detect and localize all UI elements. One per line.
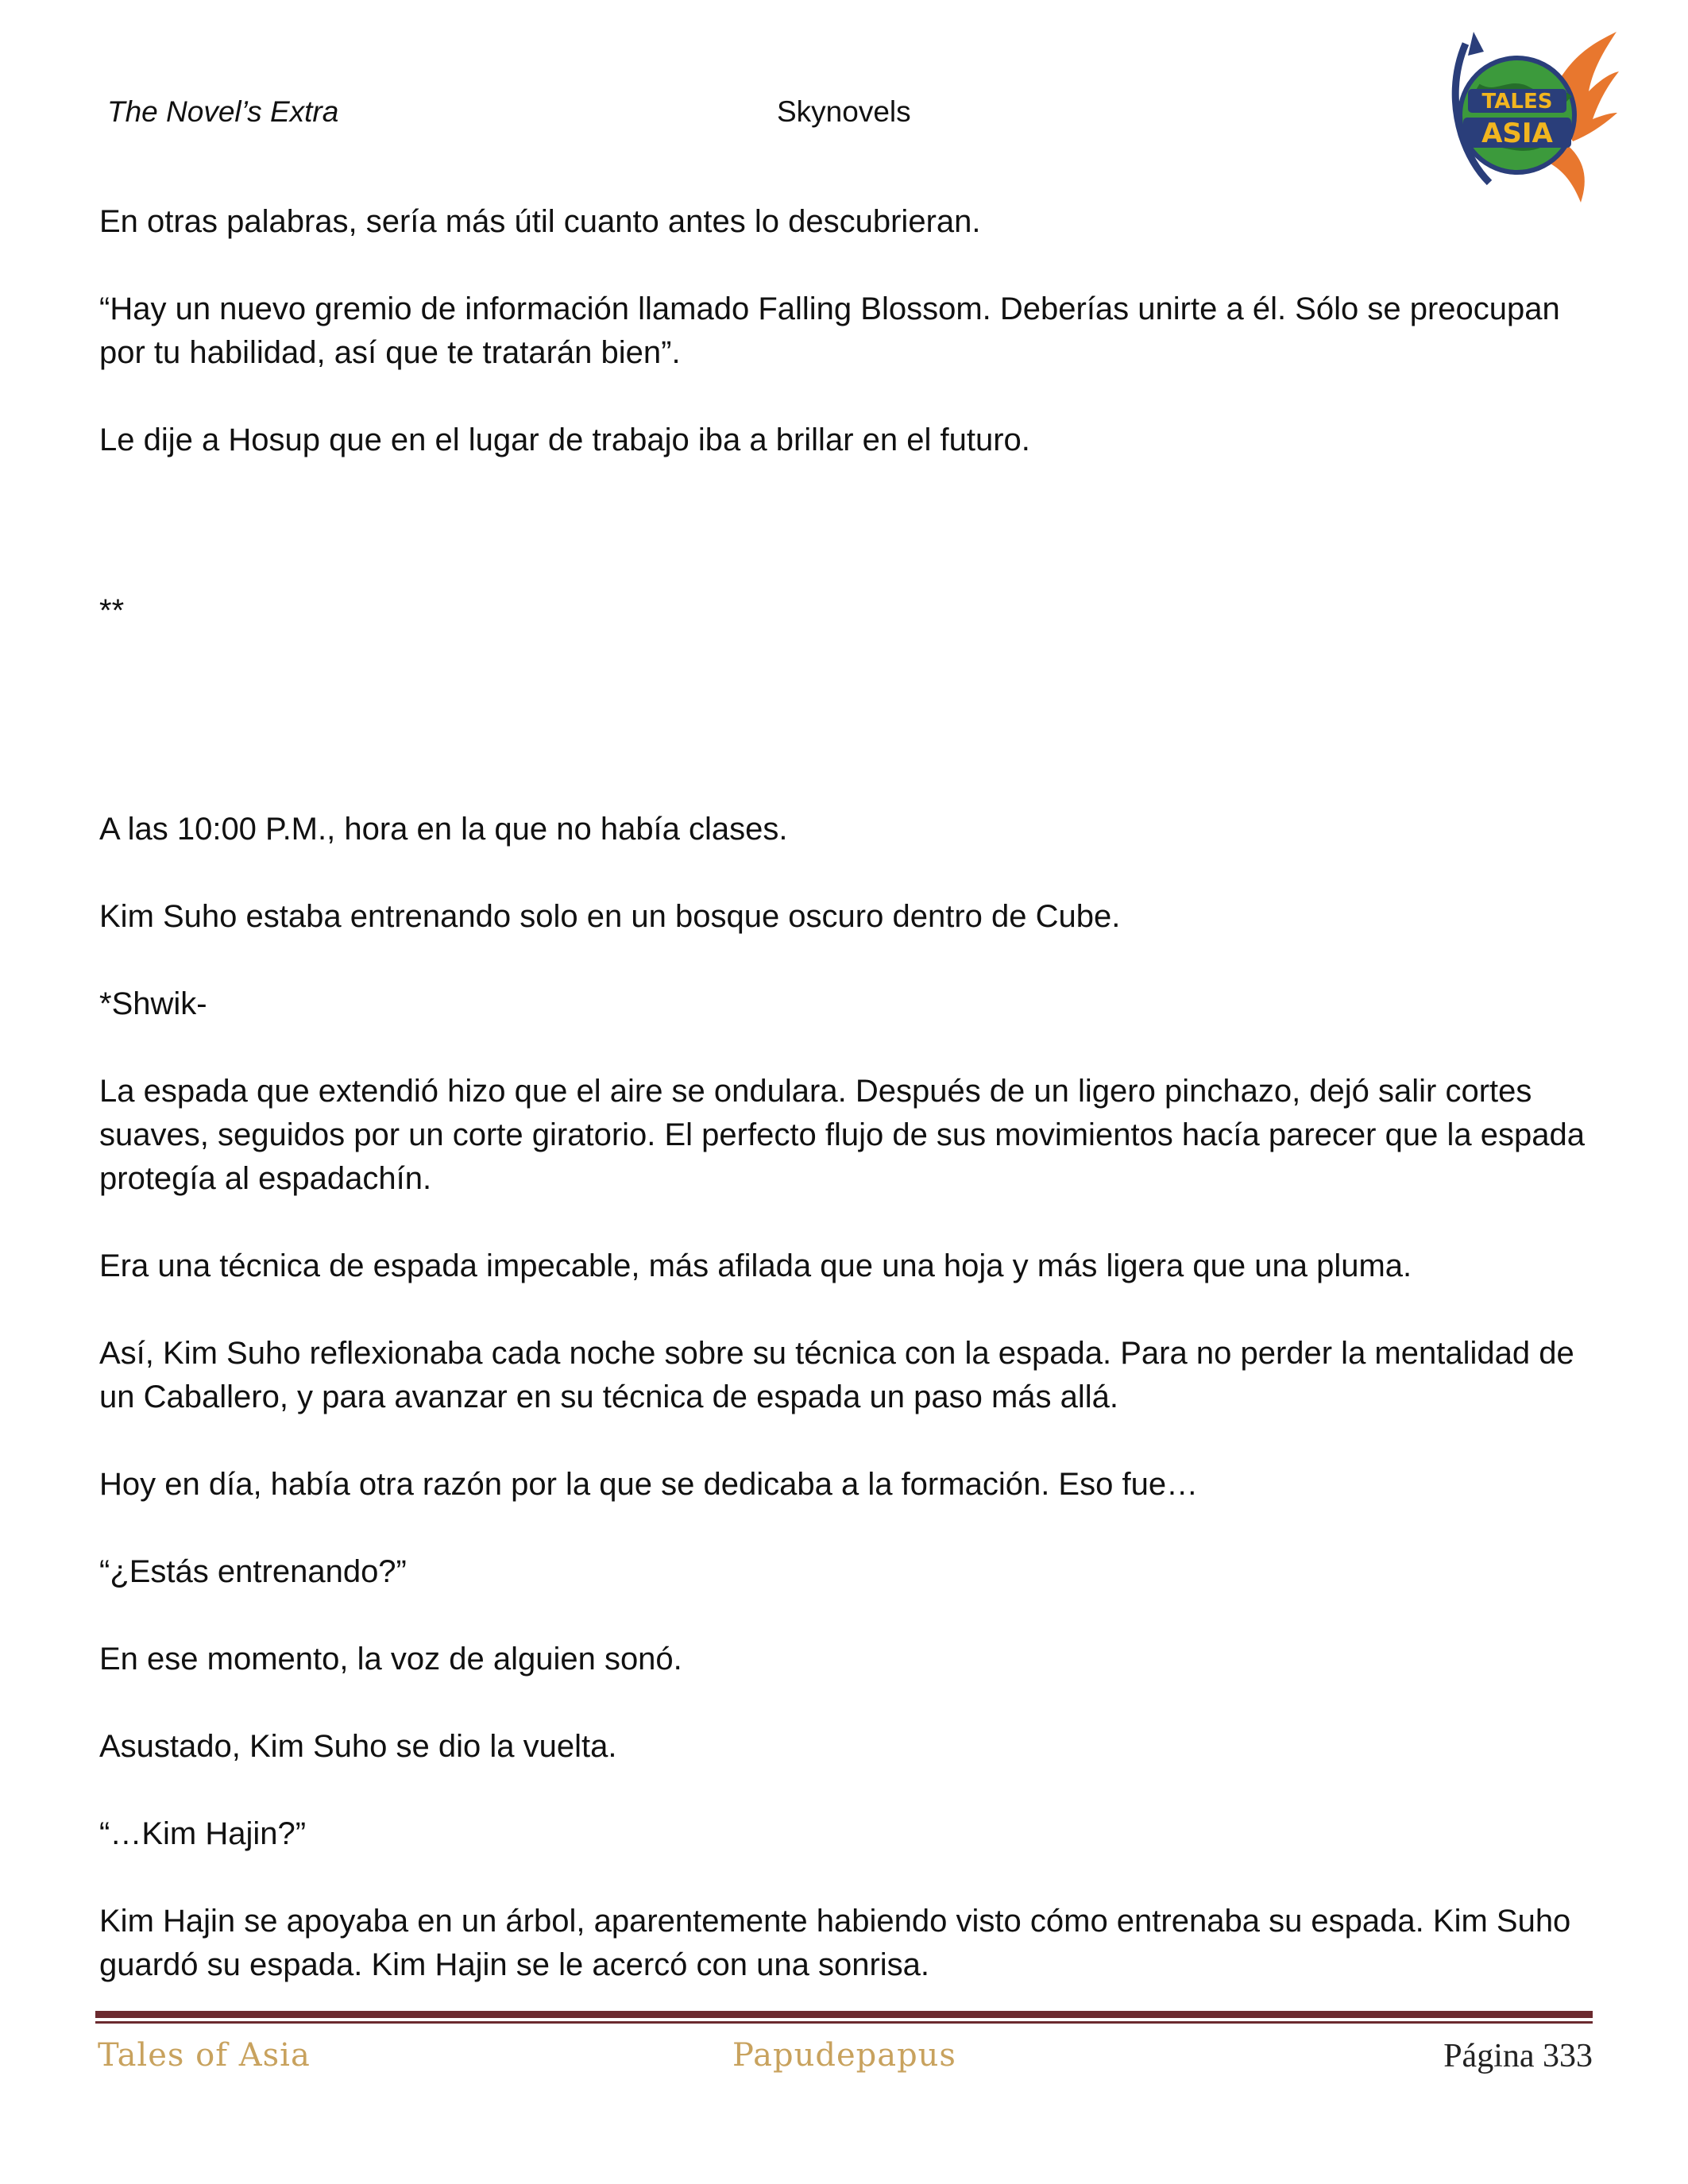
scene-separator: ** bbox=[99, 593, 125, 628]
paragraph: “…Kim Hajin?” bbox=[99, 1816, 307, 1851]
footer-rule-thin bbox=[95, 2021, 1593, 2024]
footer-rule bbox=[95, 2011, 1593, 2018]
footer-translator: Papudepapus bbox=[732, 2037, 956, 2074]
page-number: Página 333 bbox=[1443, 2038, 1593, 2074]
paragraph: “¿Estás entrenando?” bbox=[99, 1554, 407, 1589]
paragraph: *Shwik- bbox=[99, 986, 207, 1021]
paragraph: A las 10:00 P.M., hora en la que no había clases. bbox=[99, 812, 788, 847]
paragraph: Asustado, Kim Suho se dio la vuelta. bbox=[99, 1729, 617, 1764]
tales-of-asia-logo bbox=[1430, 24, 1620, 206]
footer-brand: Tales of Asia bbox=[98, 2037, 311, 2074]
paragraph: La espada que extendió hizo que el aire se ondulara. Después de un ligero pinchazo, dejó salir cortes suaves, seguidos por un corte giratorio. El perfecto flujo de sus movimientos hacía parecer que la espada protegía al espadachín. bbox=[99, 1074, 1585, 1196]
paragraph: Kim Hajin se apoyaba en un árbol, aparentemente habiendo visto cómo entrenaba su espada. Kim Suho guardó su espada. Kim Hajin se le acercó con una sonrisa. bbox=[99, 1904, 1571, 1982]
chapter-body bbox=[99, 200, 1593, 2031]
logo-text-asia: ASIA bbox=[1481, 118, 1553, 149]
logo-text-tales: TALES bbox=[1481, 90, 1553, 114]
paragraph: Kim Suho estaba entrenando solo en un bosque oscuro dentro de Cube. bbox=[99, 899, 1121, 934]
paragraph: En otras palabras, sería más útil cuanto antes lo descubrieran. bbox=[99, 204, 981, 239]
header-novel-title: The Novel’s Extra bbox=[107, 95, 339, 128]
paragraph: Así, Kim Suho reflexionaba cada noche sobre su técnica con la espada. Para no perder la mentalidad de un Caballero, y para avanzar en su técnica de espada un paso más allá. bbox=[99, 1336, 1574, 1414]
paragraph: Era una técnica de espada impecable, más afilada que una hoja y más ligera que una pluma. bbox=[99, 1248, 1412, 1283]
header-site-name: Skynovels bbox=[777, 95, 911, 128]
paragraph: En ese momento, la voz de alguien sonó. bbox=[99, 1642, 682, 1677]
paragraph: Le dije a Hosup que en el lugar de trabajo iba a brillar en el futuro. bbox=[99, 423, 1030, 457]
paragraph: Hoy en día, había otra razón por la que se dedicaba a la formación. Eso fue… bbox=[99, 1467, 1199, 1502]
paragraph: “Hay un nuevo gremio de información llamado Falling Blossom. Deberías unirte a él. Sólo se preocupan por tu habilidad, así que te tratarán bien”. bbox=[99, 291, 1560, 370]
